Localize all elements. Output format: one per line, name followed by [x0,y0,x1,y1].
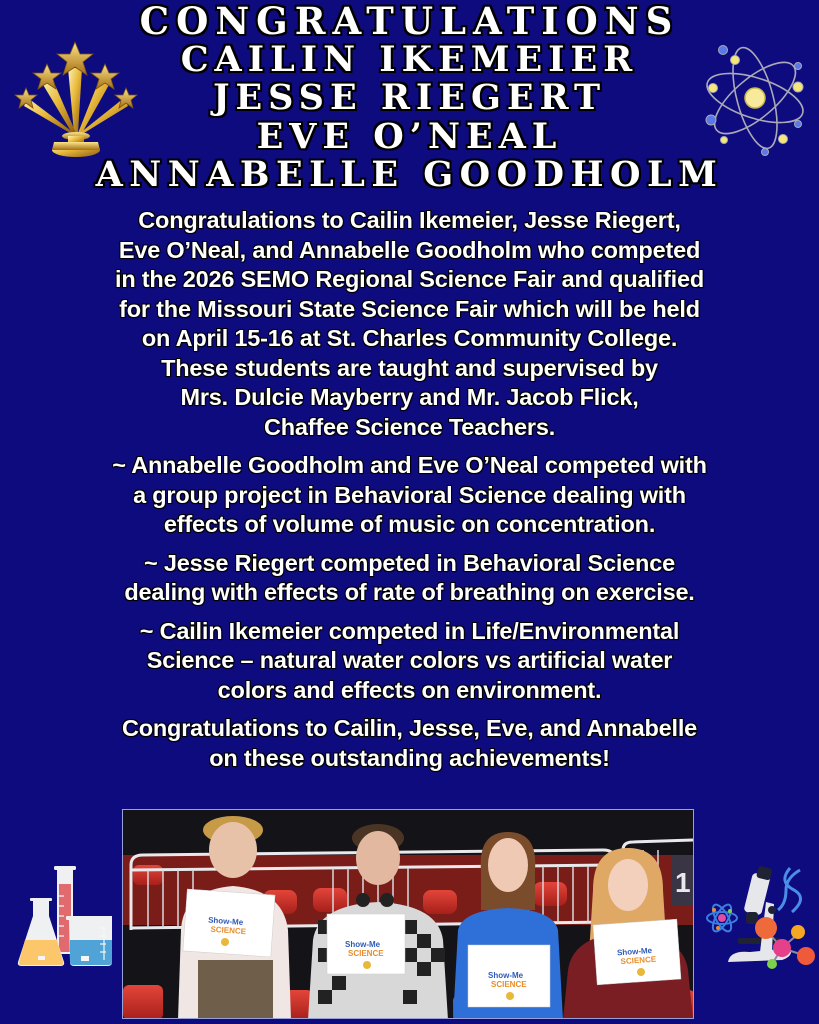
closing-line: on these outstanding achievements! [209,744,610,771]
svg-text:SCIENCE: SCIENCE [491,980,527,989]
project-line: Science – natural water colors vs artificial water [146,647,673,673]
announcement-body [0,206,819,782]
svg-text:SCIENCE: SCIENCE [210,924,247,937]
intro-line: Congratulations to Cailin Ikemeier, Jesse Riegert, [138,207,681,233]
project-ikemeier [0,617,819,706]
headline-congratulations: CONGRATULATIONS [139,0,680,43]
svg-text:Show-Me: Show-Me [345,940,381,949]
project-line: ~ Annabelle Goodholm and Eve O’Neal competed with [112,452,707,478]
intro-line: in the 2026 SEMO Regional Science Fair and qualified [114,266,704,292]
photo-illustration [123,810,694,1019]
project-line: dealing with effects of rate of breathing on exercise. [124,579,695,605]
intro-line: for the Missouri State Science Fair which will be held [119,295,700,322]
project-line: ~ Jesse Riegert competed in Behavioral Science [144,549,675,576]
headline-name-eve: EVE O’NEAL [256,115,563,157]
headline-name-cailin: CAILIN IKEMEIER [180,38,639,80]
project-goodholm-oneal [0,451,819,540]
svg-text:Show-Me: Show-Me [207,915,244,927]
svg-text:1: 1 [675,867,691,898]
intro-line: on April 15-16 at St. Charles Community College. [141,325,678,351]
svg-text:SCIENCE: SCIENCE [620,954,657,967]
intro-line: Chaffee Science Teachers. [263,413,556,440]
svg-text:SCIENCE: SCIENCE [348,949,384,958]
intro-line: Eve O’Neal, and Annabelle Goodholm who competed [118,236,701,263]
project-line: ~ Cailin Ikemeier competed in Life/Environmental [139,617,680,644]
headline-name-jesse: JESSE RIEGERT [212,77,607,118]
svg-text:Show-Me: Show-Me [616,945,653,958]
lab-beakers-icon [8,862,112,968]
trophy-stars-icon [12,38,140,160]
project-riegert [0,549,819,608]
microscope-icon [700,860,818,970]
intro-line: These students are taught and supervised by [161,354,658,381]
student-group-photo [122,809,694,1019]
svg-text:Show-Me: Show-Me [488,971,524,980]
project-line: colors and effects on environment. [217,676,602,703]
project-line: effects of volume of music on concentration. [163,511,656,537]
closing-line: Congratulations to Cailin, Jesse, Eve, and Annabelle [121,715,698,741]
intro-line: Mrs. Dulcie Mayberry and Mr. Jacob Flick, [180,384,639,410]
atom-icon [700,38,810,156]
project-line: a group project in Behavioral Science dealing with [133,481,686,508]
headline-name-annabelle: ANNABELLE GOODHOLM [95,154,724,195]
intro-paragraph [0,206,819,442]
closing-paragraph [0,714,819,773]
